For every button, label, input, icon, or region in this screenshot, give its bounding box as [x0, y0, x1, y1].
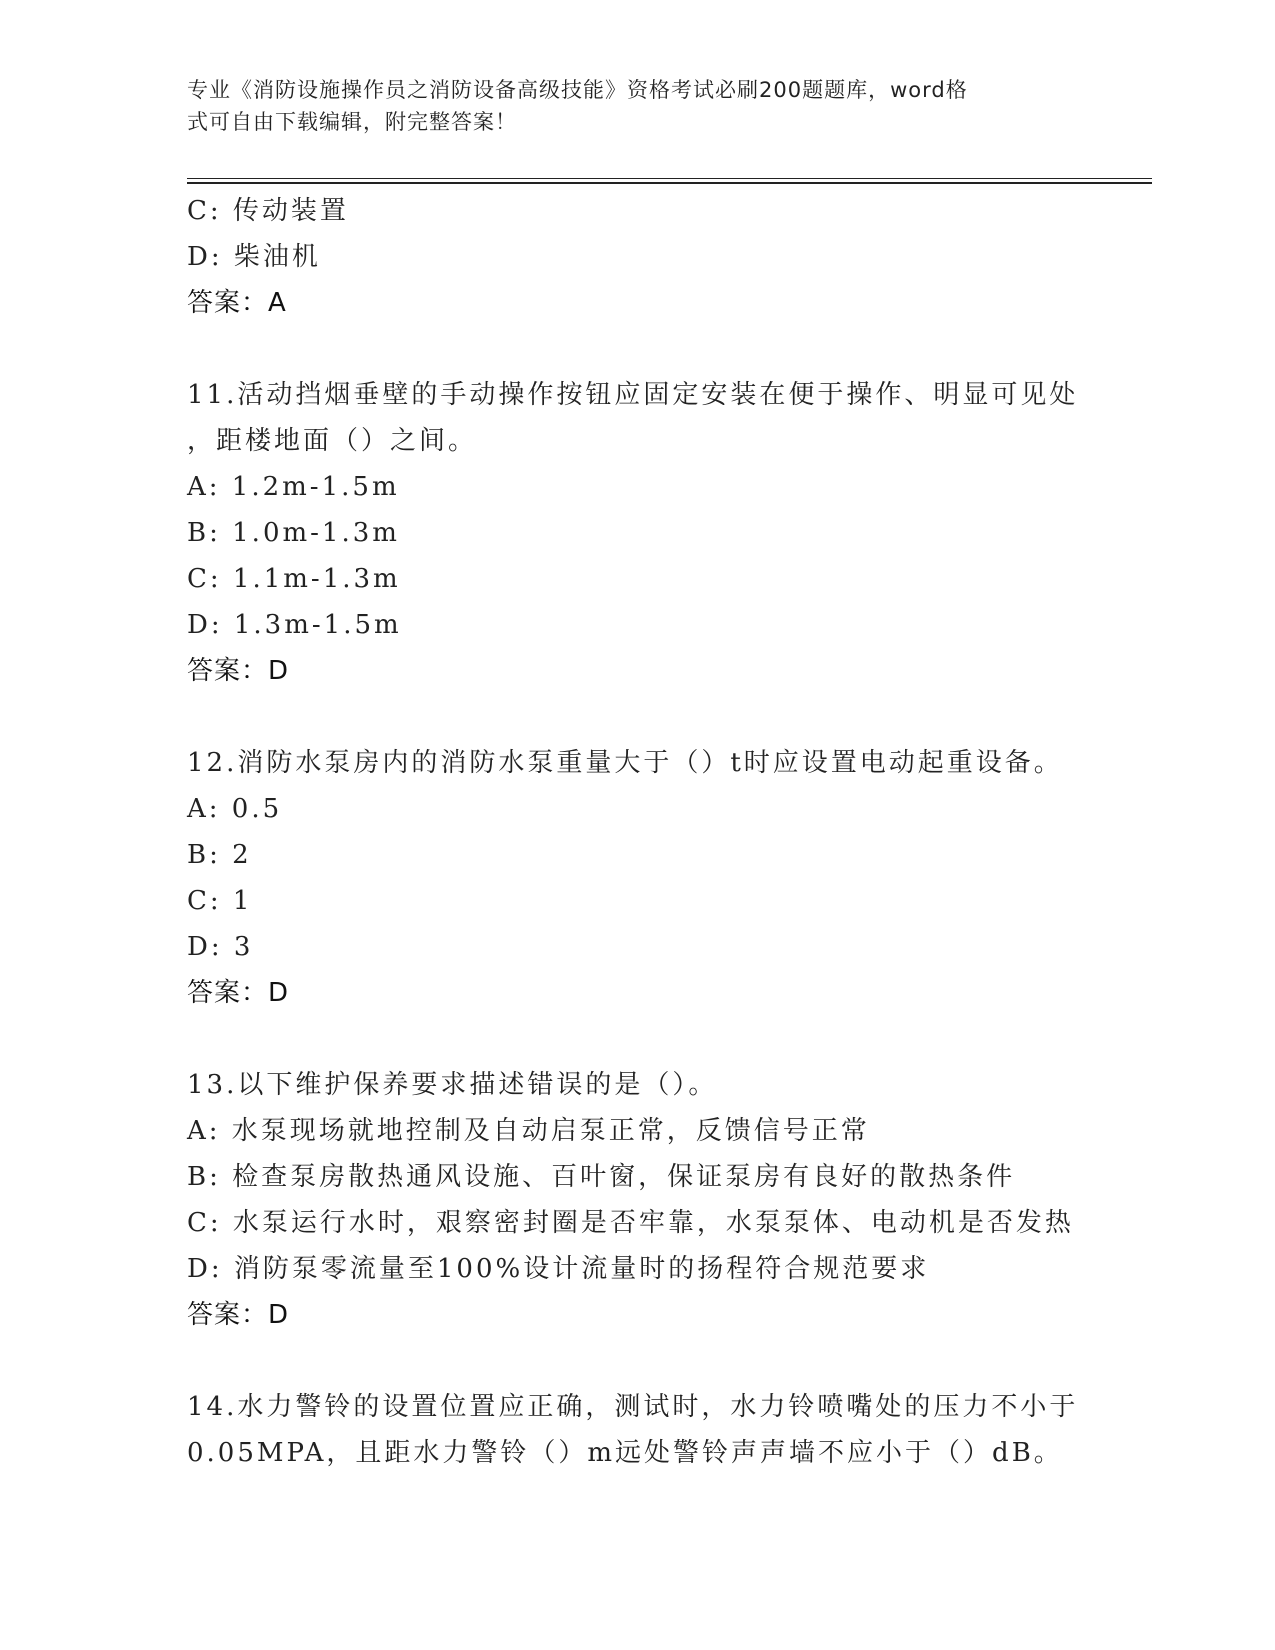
question-stem: 11.活动挡烟垂壁的手动操作按钮应固定安装在便于操作、明显可见处: [187, 380, 1079, 410]
option-b: B: 检查泵房散热通风设施、百叶窗，保证泵房有良好的散热条件: [187, 1162, 1016, 1192]
question-stem: 13.以下维护保养要求描述错误的是（）。: [187, 1070, 718, 1100]
spacer: [187, 694, 1087, 740]
option-c: C: 1: [187, 886, 253, 916]
option-d: D: 消防泵零流量至100%设计流量时的扬程符合规范要求: [187, 1254, 930, 1284]
option-c: C: 1.1m-1.3m: [187, 564, 401, 594]
option-c: C: 传动装置: [187, 196, 349, 226]
spacer: [187, 1338, 1087, 1384]
option-d: D: 柴油机: [187, 242, 321, 272]
question-stem: 12.消防水泵房内的消防水泵重量大于（）t时应设置电动起重设备。: [187, 748, 1063, 778]
question-stem-continued: 0.05MPA，且距水力警铃（）m远处警铃声声墙不应小于（）dB。: [187, 1438, 1063, 1468]
header-rule-bottom: [187, 182, 1152, 184]
option-a: A: 1.2m-1.5m: [187, 472, 400, 502]
header-line-1: 专业《消防设施操作员之消防设备高级技能》资格考试必刷200题题库，word格: [187, 78, 968, 102]
header-rule-top: [187, 178, 1152, 179]
question-12: [187, 740, 1087, 1016]
header-line-2: 式可自由下载编辑，附完整答案！: [187, 110, 517, 134]
spacer: [187, 1016, 1087, 1062]
option-d: D: 1.3m-1.5m: [187, 610, 402, 640]
option-a: A: 水泵现场就地控制及自动启泵正常，反馈信号正常: [187, 1116, 870, 1146]
option-b: B: 1.0m-1.3m: [187, 518, 400, 548]
answer-line: 答案：D: [187, 1300, 290, 1330]
answer-line: 答案：D: [187, 656, 290, 686]
question-10-tail: [187, 188, 1087, 326]
document-body: [187, 188, 1087, 1476]
spacer: [187, 326, 1087, 372]
option-a: A: 0.5: [187, 794, 283, 824]
option-c: C: 水泵运行水时，艰察密封圈是否牢靠，水泵泵体、电动机是否发热: [187, 1208, 1074, 1238]
question-11: [187, 372, 1087, 694]
option-b: B: 2: [187, 840, 252, 870]
answer-line: 答案：D: [187, 978, 290, 1008]
question-stem-continued: ，距楼地面（）之间。: [187, 426, 478, 456]
question-stem: 14.水力警铃的设置位置应正确，测试时，水力铃喷嘴处的压力不小于: [187, 1392, 1079, 1422]
option-d: D: 3: [187, 932, 254, 962]
question-14: [187, 1384, 1087, 1476]
document-header: [187, 74, 1067, 138]
answer-line: 答案：A: [187, 288, 287, 318]
question-13: [187, 1062, 1087, 1338]
